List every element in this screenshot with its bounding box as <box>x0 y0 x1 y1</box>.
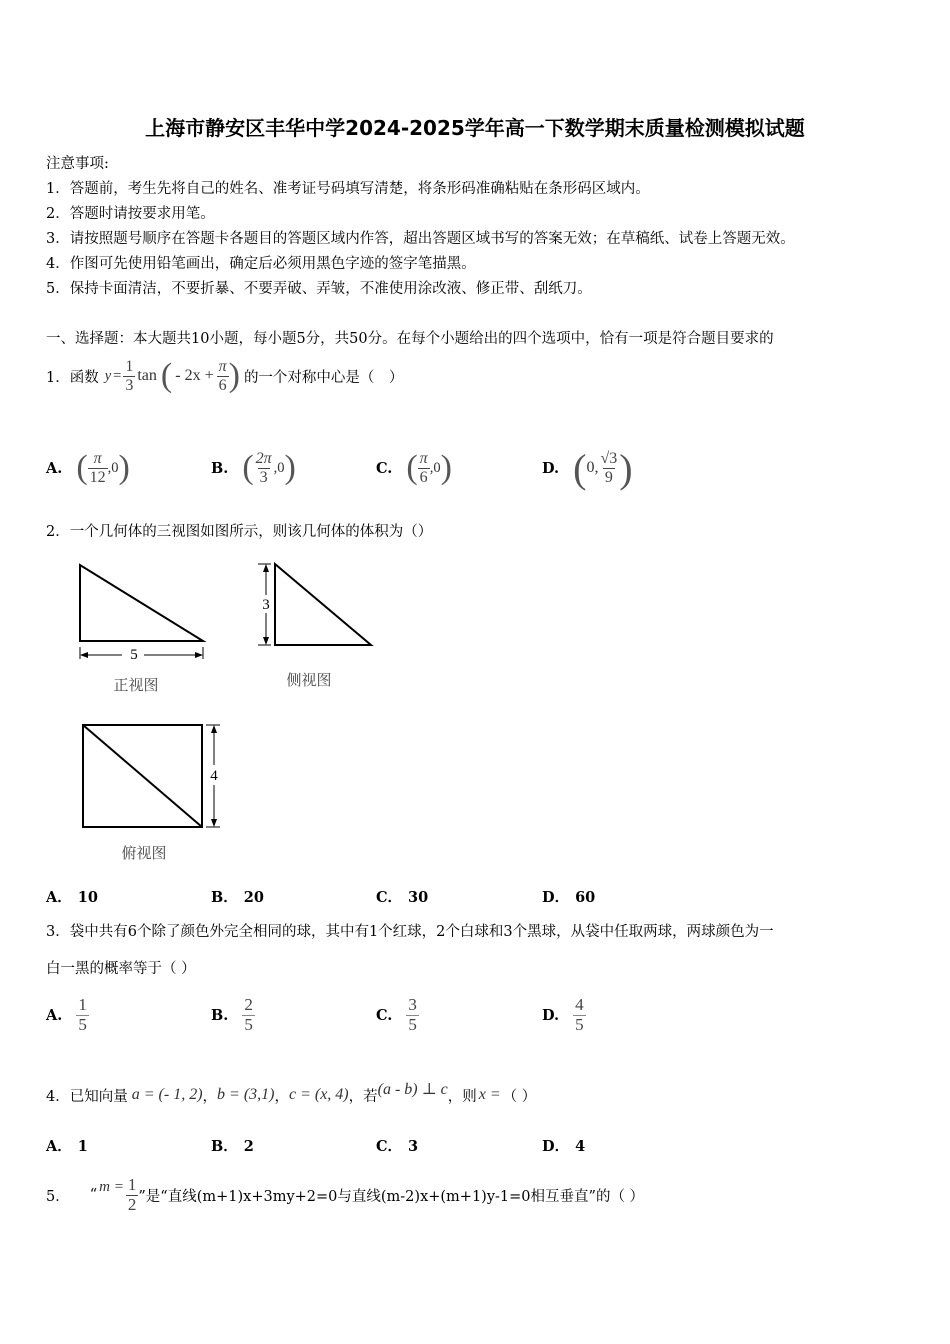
math-eq: = <box>113 367 122 384</box>
question-2 <box>46 520 432 541</box>
quote-mark: “ <box>89 1187 98 1203</box>
vector-c: c = (x, 4) <box>288 1086 349 1103</box>
condition: (a - b) ⊥ c <box>377 1081 448 1098</box>
top-dimension: 4 <box>210 768 218 784</box>
question-number: 3． <box>46 924 70 940</box>
option-a[interactable]: A. $\frac{1}{5}$ <box>46 994 87 1034</box>
option-head: 0, <box>586 459 599 476</box>
note-item: 4．作图可先使用铅笔画出，确定后必须用黑色字迹的签字笔描黑。 <box>46 256 476 272</box>
question-text: 袋中共有6个除了颜色外完全相同的球，其中有1个红球，2个白球和3个黑球，从袋中任取两球，两球颜色为一 <box>69 924 774 940</box>
option-tail: ,0 <box>429 459 441 476</box>
math-x: x = <box>478 1086 501 1103</box>
fraction: $\frac{\pi}{12}$ <box>89 449 106 486</box>
math-m: m = <box>99 1178 124 1195</box>
question-4: 4． 已知向量 a = (- 1, 2) ， b = (3,1) ， c = (x, 4) ，若 (a - b) ⊥ c ，则 x = （ ） <box>46 1081 537 1105</box>
option-b[interactable]: B． 2 <box>211 1138 254 1155</box>
question-text: 已知向量 <box>69 1088 128 1105</box>
question-text: 一个几何体的三视图如图所示，则该几何体的体积为（） <box>69 524 433 540</box>
front-view-label: 正视图 <box>113 678 159 694</box>
fraction: $\frac{1}{3}$ <box>125 357 134 394</box>
three-view-figure <box>60 555 400 875</box>
option-b[interactable]: B． 20 <box>211 889 264 906</box>
option-d[interactable]: D. ( 0, $\frac{√3}{9}$ ) <box>542 445 633 491</box>
option-c[interactable]: C． 30 <box>376 889 429 906</box>
option-tail: ,0 <box>273 459 285 476</box>
question-text: （ ） <box>502 1088 537 1105</box>
option-label: A. <box>46 459 63 477</box>
option-d[interactable]: D. $\frac{4}{5}$ <box>542 994 584 1034</box>
side-view-label: 侧视图 <box>286 673 332 689</box>
math-y: y <box>104 367 112 384</box>
question-3 <box>46 920 774 941</box>
page-title: 上海市静安区丰华中学2024-2025学年高一下数学期末质量检测模拟试题 <box>145 116 805 140</box>
question-text: ，若 <box>348 1088 378 1105</box>
math-tan: tan <box>137 367 157 384</box>
question-5 <box>46 1170 644 1220</box>
front-dimension: 5 <box>130 647 138 663</box>
fraction: $\frac{1}{2}$ <box>127 1174 137 1214</box>
note-item: 2．答题时请按要求用笔。 <box>46 206 215 222</box>
notes-heading: 注意事项: <box>46 156 109 172</box>
note-item: 5．保持卡面清洁，不要折暴、不要弄破、弄皱，不准使用涂改液、修正带、刮纸刀。 <box>46 281 592 297</box>
option-a[interactable]: A. ( $\frac{\pi}{12}$ ,0 ) <box>46 449 130 486</box>
note-item: 3．请按照题号顺序在答题卡各题目的答题区域内作答，超出答题区域书写的答案无效；在草稿纸、试卷上答题无效。 <box>46 231 795 247</box>
fraction: $\frac{√3}{9}$ <box>600 449 618 486</box>
fraction: $\frac{\pi}{6}$ <box>419 449 428 486</box>
top-view <box>83 725 220 862</box>
option-label: B. <box>211 459 229 477</box>
fraction: $\frac{\pi}{6}$ <box>218 357 227 394</box>
question-number: 2． <box>46 524 70 540</box>
vector-b: b = (3,1) <box>217 1086 275 1103</box>
question-text: 的一个对称中心是（ ） <box>243 369 404 386</box>
question-text: ，则 <box>447 1088 477 1105</box>
option-b[interactable]: B. ( $\frac{2\pi}{3}$ ,0 ) <box>211 449 296 486</box>
question-text: 函数 <box>69 369 99 386</box>
question-1: 1． 函数 y = $\frac{1}{3}$ tan ( - 2x + $\frac{\pi}{6}$ ) 的一个对称中心是（ ） <box>46 357 404 394</box>
option-c[interactable]: C. $\frac{3}{5}$ <box>376 994 417 1034</box>
vector-a: a = (- 1, 2) <box>131 1086 203 1103</box>
top-view-label: 俯视图 <box>121 846 167 862</box>
option-c[interactable]: C． 3 <box>376 1138 419 1155</box>
section-heading: 一、选择题：本大题共10小题，每小题5分，共50分。在每个小题给出的四个选项中，恰有一项是符合题目要求的 <box>46 331 774 347</box>
option-a[interactable]: A． 1 <box>46 1138 88 1155</box>
side-dimension: 3 <box>262 597 270 613</box>
option-label: D. <box>542 459 560 477</box>
question-number: 1． <box>46 369 70 386</box>
question-number: 4． <box>46 1088 70 1105</box>
math-arg: - 2x + <box>175 367 214 384</box>
note-item: 1．答题前，考生先将自己的姓名、准考证号码填写清楚，将条形码准确粘贴在条形码区域内。 <box>46 181 650 197</box>
option-b[interactable]: B. $\frac{2}{5}$ <box>211 994 253 1034</box>
question-text: ”是“直线(m+1)x+3my+2=0与直线(m-2)x+(m+1)y-1=0相互垂直”的（ ） <box>138 1188 645 1205</box>
side-view <box>258 564 371 689</box>
option-c[interactable]: C. ( $\frac{\pi}{6}$ ,0 ) <box>376 449 452 486</box>
fraction: $\frac{2\pi}{3}$ <box>255 449 272 486</box>
option-d[interactable]: D． 60 <box>542 889 596 906</box>
option-label: C. <box>376 459 393 477</box>
front-view <box>80 565 203 694</box>
question-text: 白一黑的概率等于（ ） <box>46 961 196 977</box>
option-tail: ,0 <box>107 459 119 476</box>
question-number: 5． <box>46 1188 70 1205</box>
option-d[interactable]: D． 4 <box>542 1138 586 1155</box>
option-a[interactable]: A． 10 <box>46 889 98 906</box>
